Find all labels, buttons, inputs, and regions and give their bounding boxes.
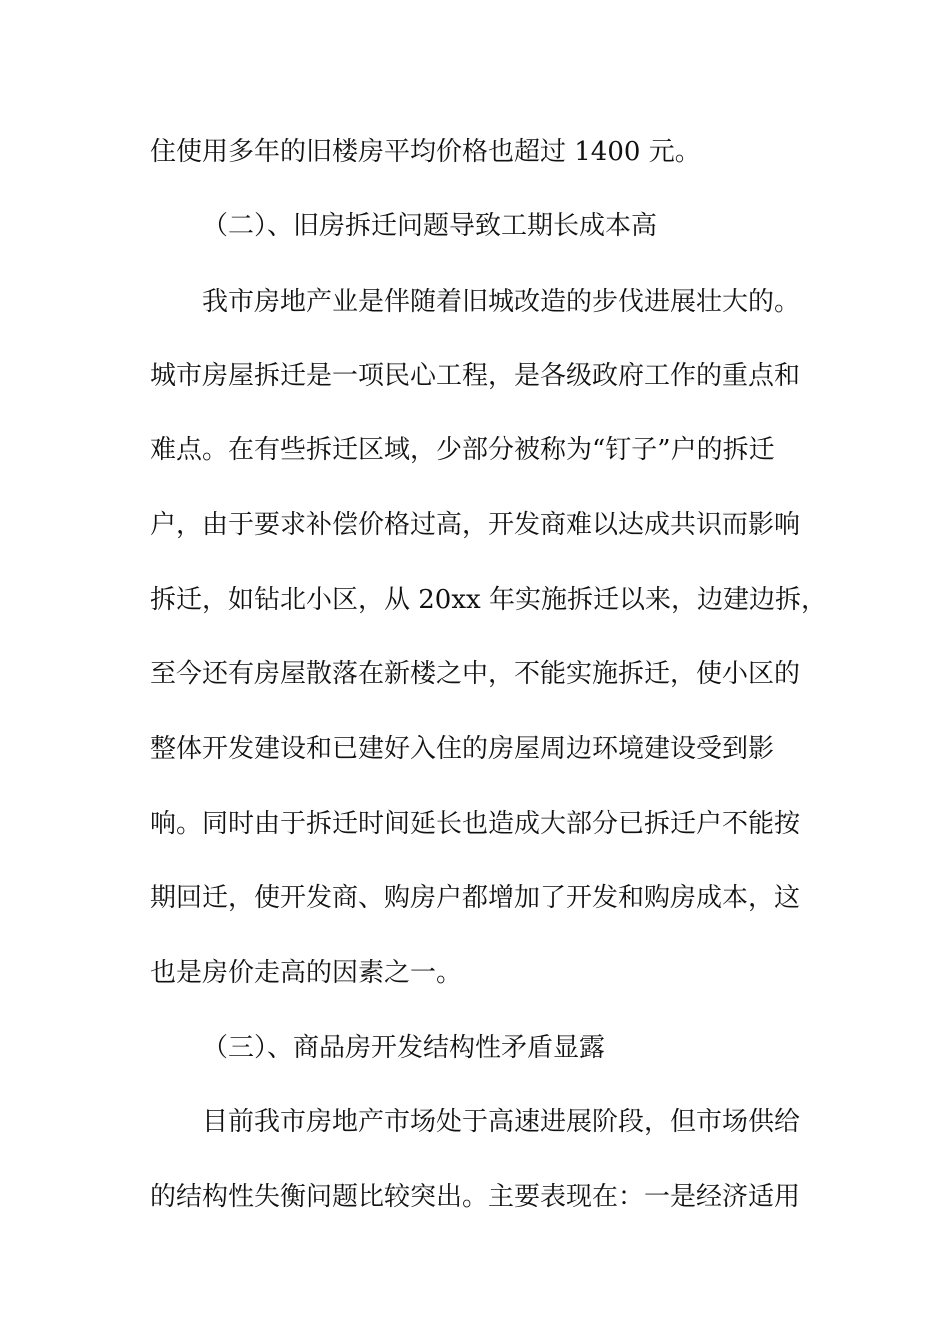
paragraph-line: 城市房屋拆迁是一项民心工程，是各级政府工作的重点和 [150, 361, 801, 391]
paragraph-line: 也是房价走高的因素之一。 [150, 958, 463, 988]
paragraph-line: 期回迁，使开发商、购房户都增加了开发和购房成本，这 [150, 883, 801, 913]
paragraph-line: 我市房地产业是伴随着旧城改造的步伐进展壮大的。 [202, 287, 801, 317]
paragraph-line: 响。同时由于拆迁时间延长也造成大部分已拆迁户不能按 [150, 809, 801, 839]
section-heading: （三）、商品房开发结构性矛盾显露 [202, 1033, 606, 1063]
section-heading: （二）、旧房拆迁问题导致工期长成本高 [202, 211, 658, 241]
paragraph-line: 的结构性失衡问题比较突出。主要表现在：一是经济适用 [150, 1182, 801, 1212]
paragraph-line: 拆迁，如钻北小区，从 20xx 年实施拆迁以来，边建边拆， [150, 585, 827, 615]
paragraph-line: 目前我市房地产市场处于高速进展阶段，但市场供给 [202, 1107, 801, 1137]
paragraph-line: 户，由于要求补偿价格过高，开发商难以达成共识而影响 [150, 510, 801, 540]
paragraph-line: 至今还有房屋散落在新楼之中，不能实施拆迁，使小区的 [150, 659, 801, 689]
paragraph-line: 整体开发建设和已建好入住的房屋周边环境建设受到影 [150, 734, 775, 764]
paragraph-line: 住使用多年的旧楼房平均价格也超过 1400 元。 [150, 137, 701, 167]
paragraph-line: 难点。在有些拆迁区域，少部分被称为“钉子”户的拆迁 [150, 435, 775, 465]
